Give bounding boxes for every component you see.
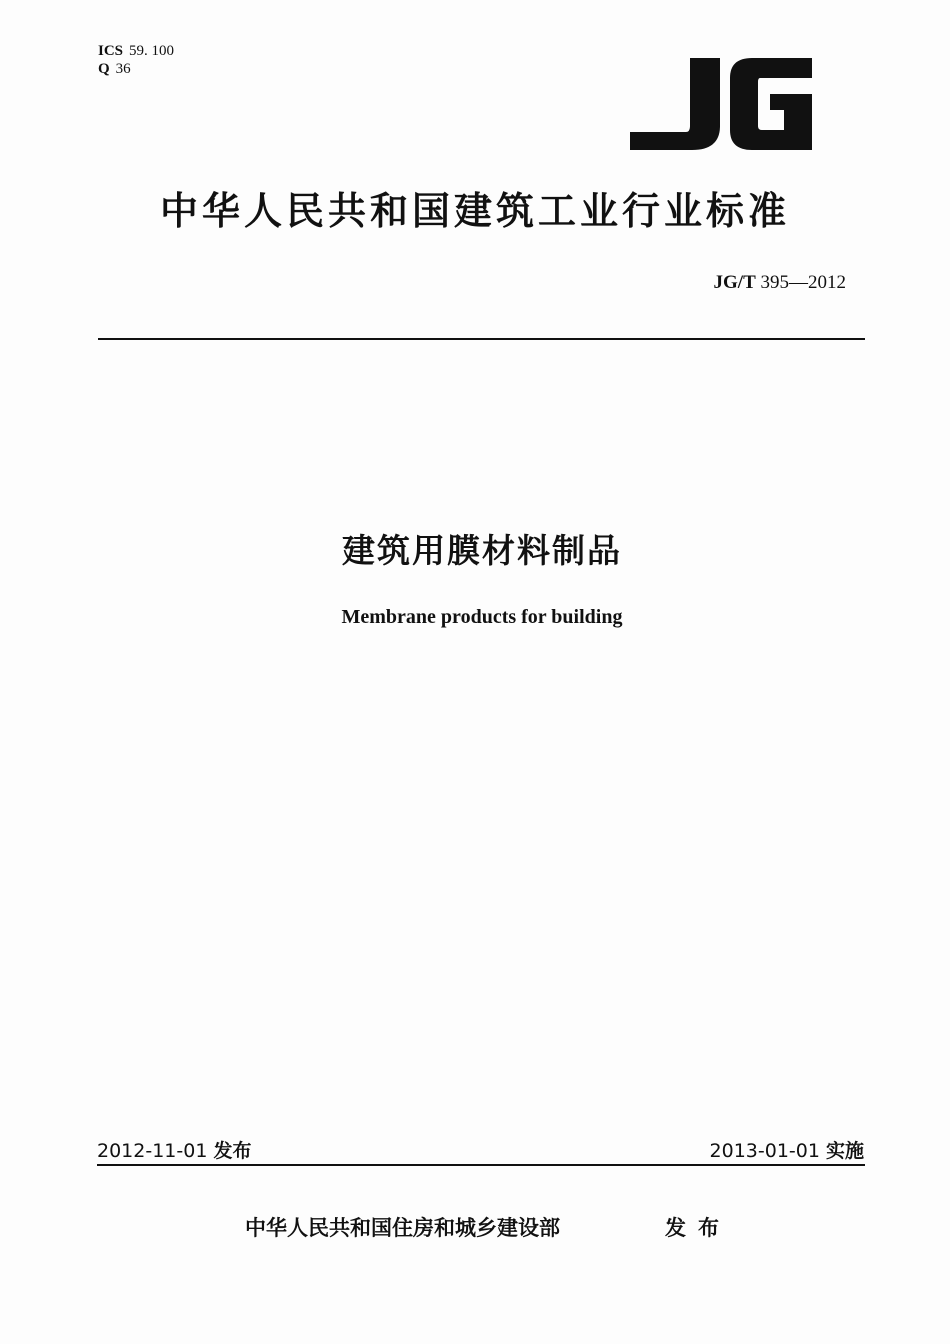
- jg-logo: [628, 58, 814, 150]
- ccs-code: [98, 60, 174, 78]
- implementation-date: [710, 1136, 864, 1163]
- issue-date-value: 2012-11-01: [97, 1140, 208, 1162]
- standard-code-number: 395—2012: [760, 272, 846, 293]
- publisher-name: 中华人民共和国住房和城乡建设部: [245, 1216, 560, 1240]
- ics-code: [98, 42, 174, 60]
- classification-codes: [98, 42, 174, 78]
- document-subtitle: Membrane products for building: [341, 606, 623, 628]
- ics-value: 59. 100: [129, 43, 175, 59]
- top-divider: [98, 338, 865, 340]
- ccs-value: 36: [115, 61, 131, 77]
- issue-date: [97, 1136, 251, 1163]
- standard-category-title: 中华人民共和国建筑工业行业标准: [159, 189, 790, 233]
- issue-word: 发布: [213, 1140, 252, 1162]
- bottom-divider: [97, 1164, 865, 1166]
- ics-label: ICS: [98, 43, 124, 59]
- document-title: 建筑用膜材料制品: [342, 531, 622, 570]
- standard-code: [714, 272, 846, 294]
- ccs-label: Q: [98, 61, 110, 77]
- implementation-date-value: 2013-01-01: [709, 1140, 820, 1162]
- implementation-word: 实施: [825, 1140, 864, 1162]
- publisher-action: 发布: [665, 1216, 731, 1240]
- standard-code-prefix: JG/T: [713, 272, 756, 293]
